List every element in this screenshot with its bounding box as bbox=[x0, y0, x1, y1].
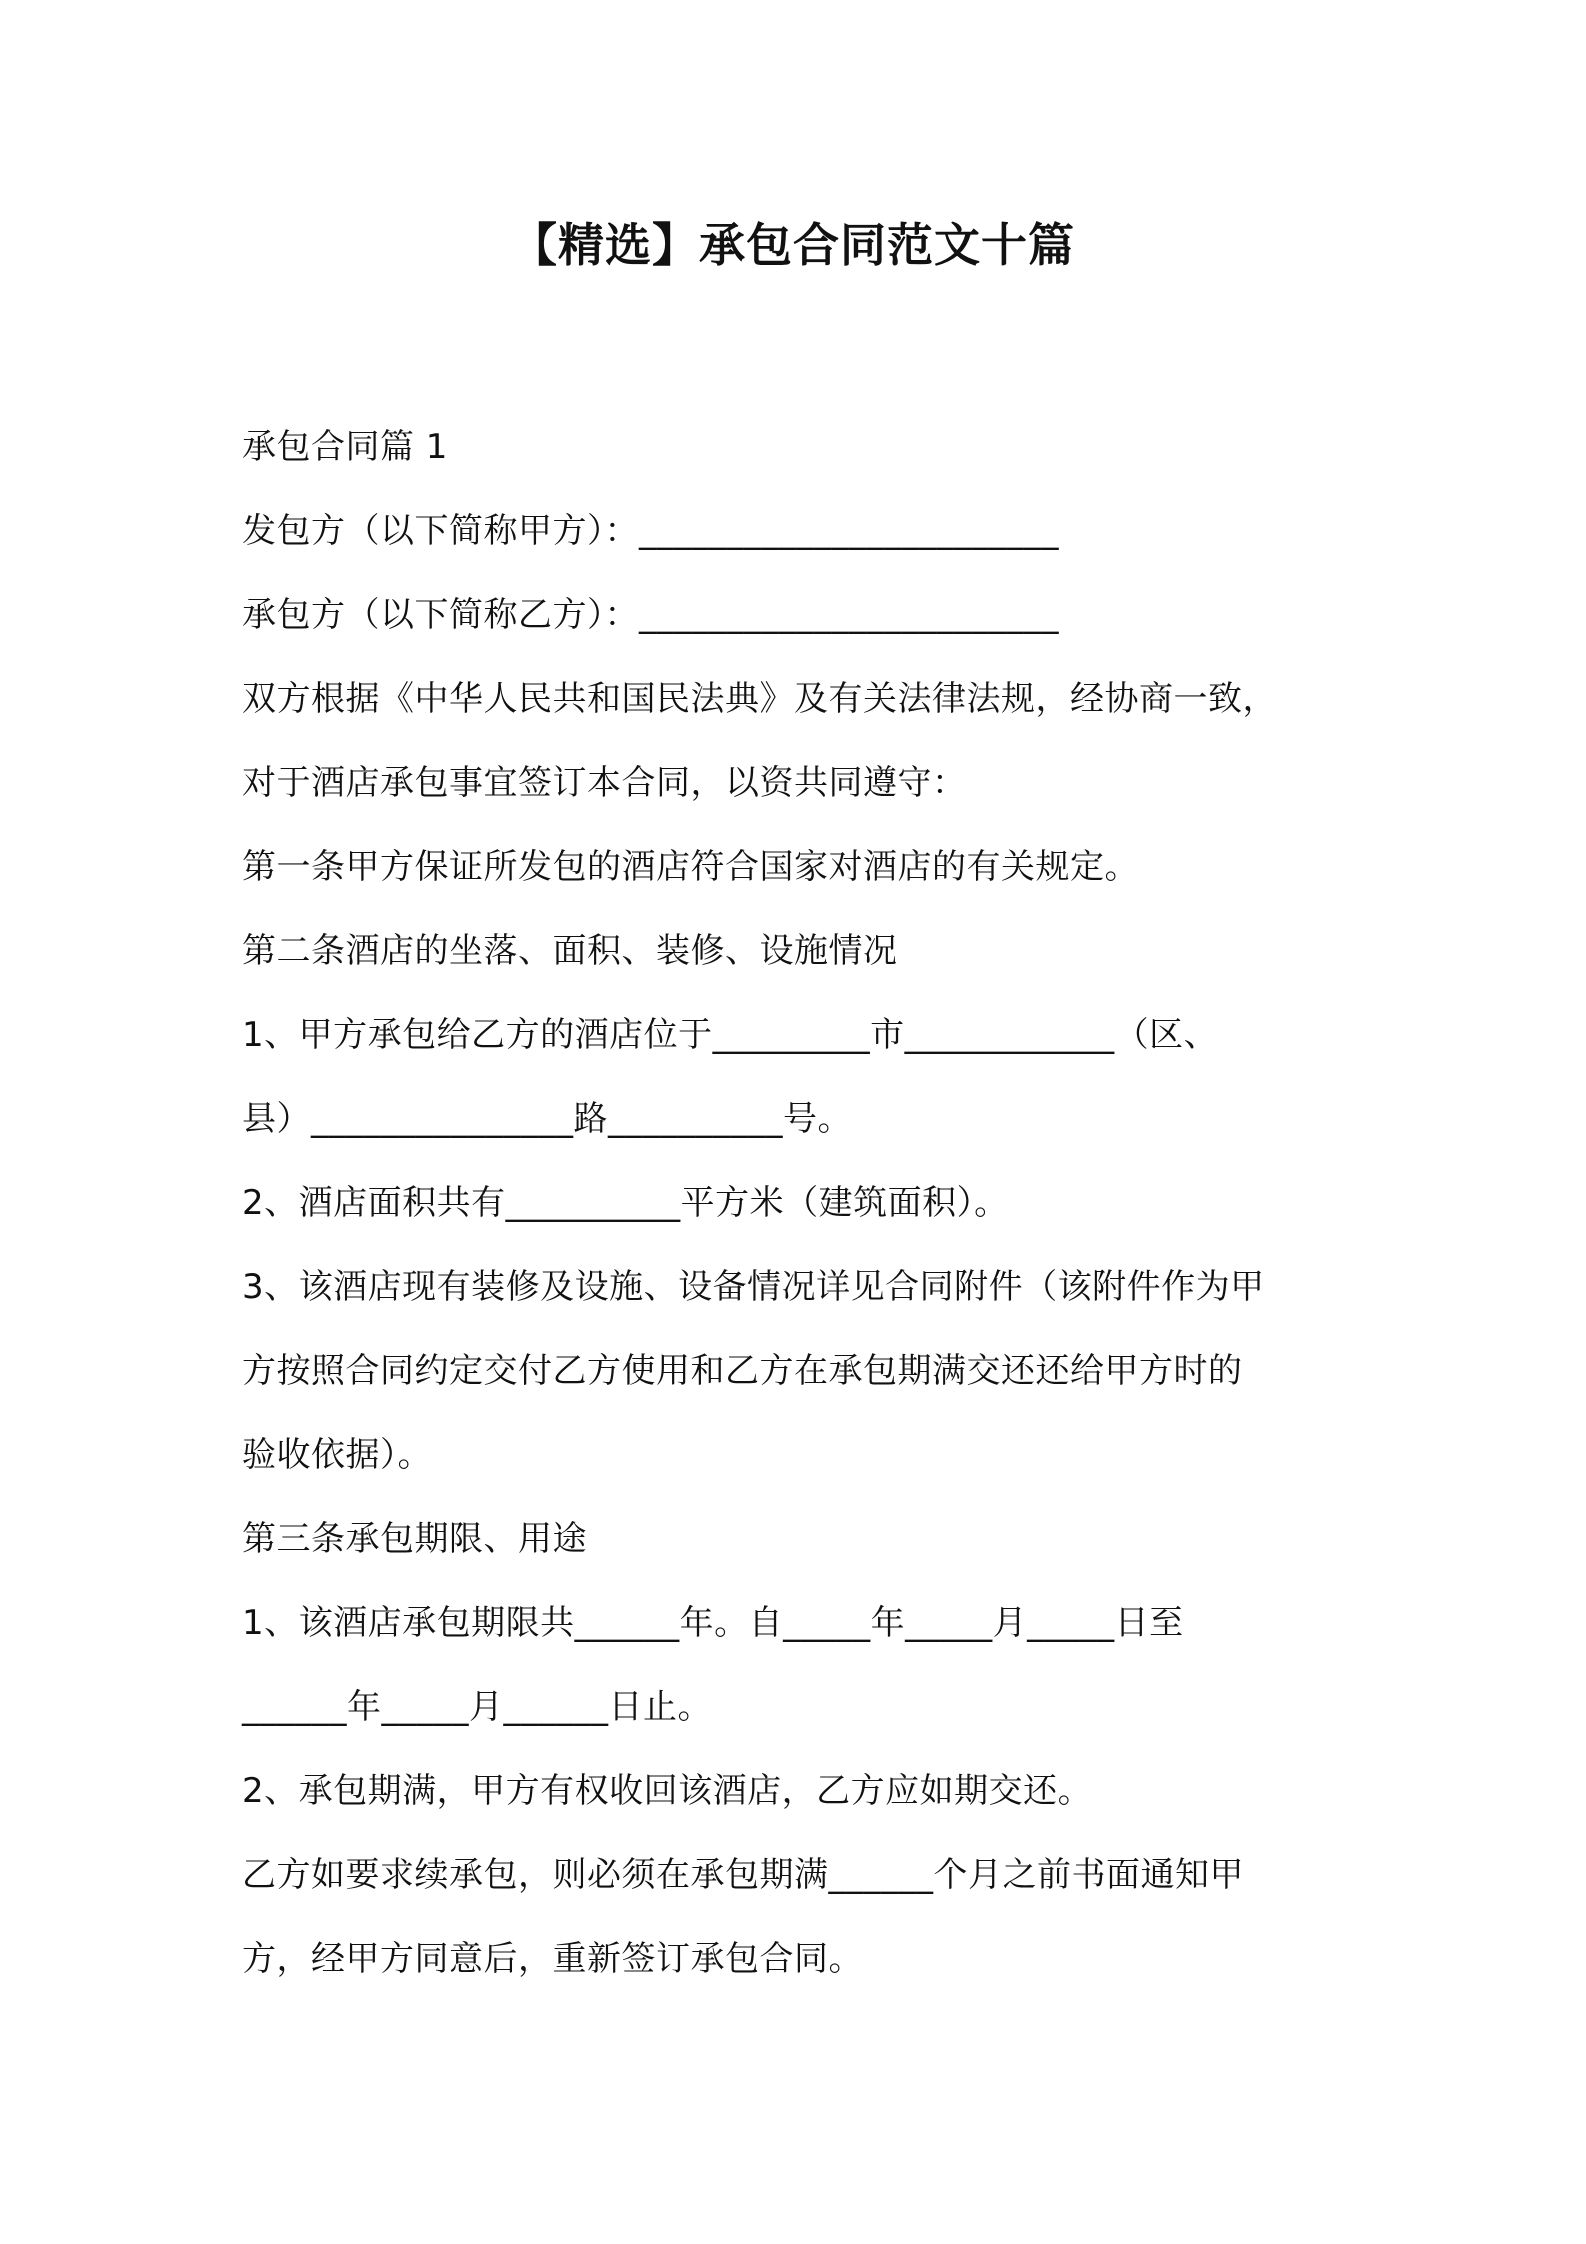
section-heading: 承包合同篇 1 bbox=[242, 427, 448, 467]
clause-item-line: 县）_______________路__________号。 bbox=[242, 1099, 852, 1139]
document-body bbox=[242, 405, 1362, 2001]
clause-item-line: 2、承包期满，甲方有权收回该酒店，乙方应如期交还。 bbox=[242, 1771, 1093, 1811]
clause-line: 第一条甲方保证所发包的酒店符合国家对酒店的有关规定。 bbox=[242, 847, 1139, 887]
clause-item-line: 1、甲方承包给乙方的酒店位于_________市____________（区、 bbox=[242, 1015, 1219, 1055]
clause-item-line: 验收依据）。 bbox=[242, 1435, 432, 1475]
clause-item-line: 1、该酒店承包期限共______年。自_____年_____月_____日至 bbox=[242, 1603, 1184, 1643]
paragraph-line: 对于酒店承包事宜签订本合同，以资共同遵守： bbox=[242, 763, 967, 803]
party-a-line: 发包方（以下简称甲方）：________________________ bbox=[242, 511, 1059, 551]
clause-heading: 第三条承包期限、用途 bbox=[242, 1519, 587, 1559]
clause-item-line: ______年_____月______日止。 bbox=[242, 1687, 712, 1727]
clause-heading: 第二条酒店的坐落、面积、装修、设施情况 bbox=[242, 931, 898, 971]
paragraph-line: 双方根据《中华人民共和国民法典》及有关法律法规，经协商一致， bbox=[242, 679, 1277, 719]
clause-item-line: 2、酒店面积共有__________平方米（建筑面积）。 bbox=[242, 1183, 1009, 1223]
clause-item-line: 乙方如要求续承包，则必须在承包期满______个月之前书面通知甲 bbox=[242, 1855, 1244, 1895]
clause-item-line: 3、该酒店现有装修及设施、设备情况详见合同附件（该附件作为甲 bbox=[242, 1267, 1265, 1307]
document-title: 【精选】承包合同范文十篇 bbox=[511, 218, 1075, 272]
clause-item-line: 方按照合同约定交付乙方使用和乙方在承包期满交还还给甲方时的 bbox=[242, 1351, 1243, 1391]
clause-item-line: 方，经甲方同意后，重新签订承包合同。 bbox=[242, 1939, 863, 1979]
party-b-line: 承包方（以下简称乙方）：________________________ bbox=[242, 595, 1059, 635]
